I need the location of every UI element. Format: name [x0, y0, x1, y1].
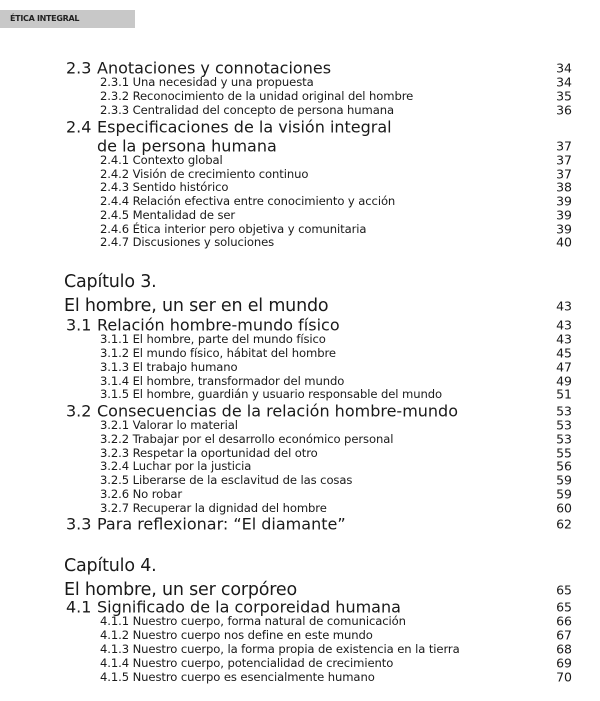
- entry-title: 4.1.2 Nuestro cuerpo nos define en este mundo: [100, 628, 373, 642]
- page-number: 70: [556, 669, 572, 685]
- running-header: [0, 10, 135, 28]
- page-number: 68: [556, 641, 572, 657]
- entry-title: 2.4.6 Ética interior pero objetiva y comunitaria: [100, 222, 367, 236]
- section-number: 4.1: [66, 597, 92, 617]
- page-number: 34: [556, 74, 572, 90]
- entry-title: El hombre, un ser corpóreo: [64, 580, 297, 600]
- page-number: 69: [556, 655, 572, 671]
- entry-title: 3.2.3 Respetar la oportunidad del otro: [100, 446, 318, 460]
- page-number: 37: [556, 138, 572, 154]
- page-number: 43: [556, 317, 572, 333]
- entry-title: 2.3.3 Centralidad del concepto de persona humana: [100, 103, 394, 117]
- page-number: 65: [556, 599, 572, 615]
- entry-title: 4.1.1 Nuestro cuerpo, forma natural de comunicación: [100, 614, 406, 628]
- entry-title: Especificaciones de la visión integral: [97, 117, 392, 137]
- entry-title: 3.1.1 El hombre, parte del mundo físico: [100, 332, 326, 346]
- entry-title: Para reflexionar: “El diamante”: [97, 514, 346, 534]
- page-number: 37: [556, 166, 572, 182]
- subsection-entry: [0, 102, 600, 118]
- entry-title: 4.1.3 Nuestro cuerpo, la forma propia de existencia en la tierra: [100, 642, 460, 656]
- page-number: 59: [556, 472, 572, 488]
- page-number: 60: [556, 500, 572, 516]
- entry-title: 3.2.2 Trabajar por el desarrollo económico personal: [100, 432, 394, 446]
- page-number: 67: [556, 627, 572, 643]
- page-number: 53: [556, 403, 572, 419]
- entry-title: 4.1.4 Nuestro cuerpo, potencialidad de crecimiento: [100, 656, 394, 670]
- subsection-entry: [0, 234, 600, 250]
- section-number: 2.4: [66, 117, 92, 137]
- entry-title: Consecuencias de la relación hombre-mundo: [97, 401, 458, 421]
- entry-title: El hombre, un ser en el mundo: [64, 296, 329, 316]
- section-number: 3.2: [66, 401, 92, 421]
- entry-title: 3.1.3 El trabajo humano: [100, 360, 238, 374]
- entry-title: de la persona humana: [97, 136, 277, 156]
- page-number: 40: [556, 234, 572, 250]
- entry-title: 2.4.7 Discusiones y soluciones: [100, 235, 275, 249]
- page-number: 38: [556, 179, 572, 195]
- page-number: 49: [556, 373, 572, 389]
- entry-title: 3.2.6 No robar: [100, 487, 183, 501]
- page-number: 47: [556, 359, 572, 375]
- section-number: 3.1: [66, 315, 92, 335]
- page-number: 39: [556, 193, 572, 209]
- entry-title: 3.2.1 Valorar lo material: [100, 418, 238, 432]
- page-number: 37: [556, 152, 572, 168]
- entry-title: 2.3.1 Una necesidad y una propuesta: [100, 75, 314, 89]
- page-number: 43: [556, 331, 572, 347]
- page-number: 36: [556, 102, 572, 118]
- section-entry: [0, 514, 600, 534]
- entry-title: 2.3.2 Reconocimiento de la unidad original del hombre: [100, 89, 414, 103]
- page-number: 56: [556, 458, 572, 474]
- page-number: 65: [556, 582, 572, 598]
- entry-title: Capítulo 4.: [64, 556, 157, 576]
- entry-title: Anotaciones y connotaciones: [97, 58, 332, 78]
- entry-title: 2.4.1 Contexto global: [100, 153, 223, 167]
- entry-title: 3.2.5 Liberarse de la esclavitud de las cosas: [100, 473, 353, 487]
- entry-title: 2.4.5 Mentalidad de ser: [100, 208, 236, 222]
- section-number: 2.3: [66, 58, 92, 78]
- section-entry: [0, 117, 600, 137]
- page-number: 53: [556, 417, 572, 433]
- page-number: 45: [556, 345, 572, 361]
- page-number: 39: [556, 207, 572, 223]
- section-number: 3.3: [66, 514, 92, 534]
- page-number: 59: [556, 486, 572, 502]
- chapter-heading: [0, 295, 600, 317]
- entry-title: 3.2.4 Luchar por la justicia: [100, 459, 252, 473]
- page-number: 51: [556, 386, 572, 402]
- entry-title: 4.1.5 Nuestro cuerpo es esencialmente humano: [100, 670, 375, 684]
- page-number: 35: [556, 88, 572, 104]
- page-number: 66: [556, 613, 572, 629]
- entry-title: 3.1.2 El mundo físico, hábitat del hombre: [100, 346, 336, 360]
- chapter-heading: [0, 555, 600, 577]
- subsection-entry: [0, 386, 600, 402]
- entry-title: 3.2.7 Recuperar la dignidad del hombre: [100, 501, 327, 515]
- entry-title: 2.4.3 Sentido histórico: [100, 180, 229, 194]
- chapter-heading: [0, 271, 600, 293]
- running-title: ÉTICA INTEGRAL: [10, 14, 80, 23]
- page-number: 34: [556, 60, 572, 76]
- entry-title: Significado de la corporeidad humana: [97, 597, 401, 617]
- page-number: 39: [556, 221, 572, 237]
- entry-title: 2.4.4 Relación efectiva entre conocimiento y acción: [100, 194, 396, 208]
- page-number: 43: [556, 298, 572, 314]
- page-number: 55: [556, 445, 572, 461]
- entry-title: Relación hombre-mundo físico: [97, 315, 340, 335]
- subsection-entry: [0, 669, 600, 685]
- entry-title: 3.1.5 El hombre, guardián y usuario responsable del mundo: [100, 387, 442, 401]
- entry-title: Capítulo 3.: [64, 272, 157, 292]
- page-number: 53: [556, 431, 572, 447]
- entry-title: 3.1.4 El hombre, transformador del mundo: [100, 374, 345, 388]
- page-number: 62: [556, 516, 572, 532]
- entry-title: 2.4.2 Visión de crecimiento continuo: [100, 167, 309, 181]
